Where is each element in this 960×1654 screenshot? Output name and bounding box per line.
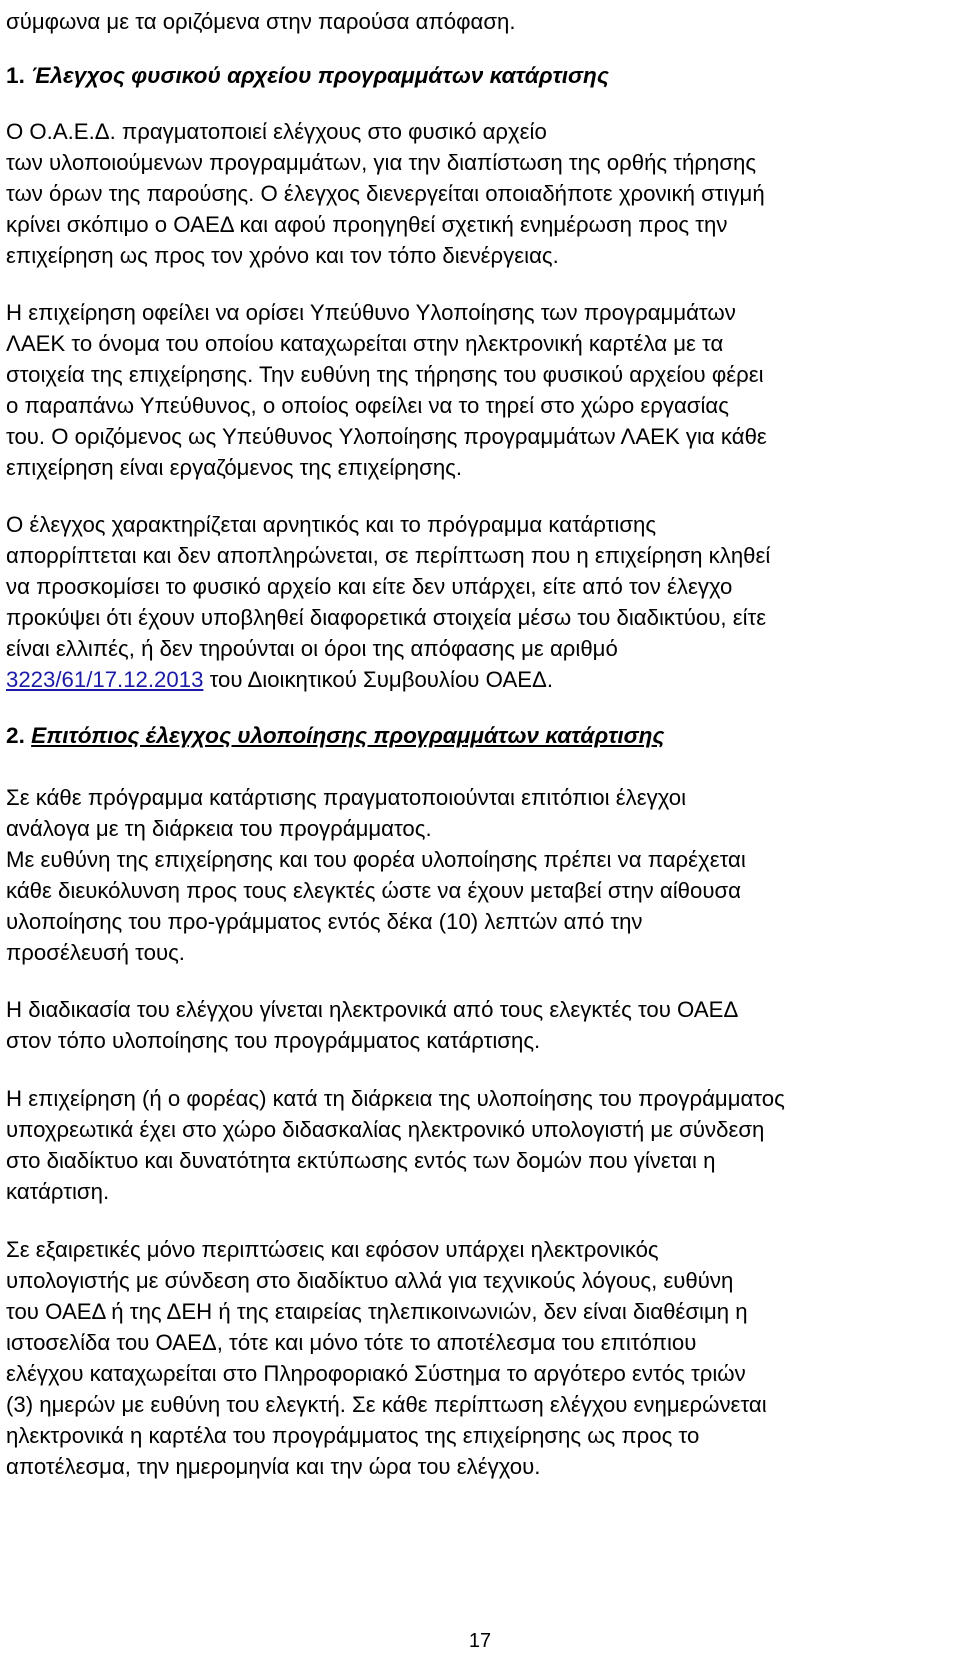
body-line: Ο έλεγχος χαρακτηρίζεται αρνητικός και το πρόγραμμα κατάρτισης — [6, 512, 657, 537]
heading-number: 1. — [6, 63, 32, 88]
body-line: των υλοποιούμενων προγραμμάτων, για την διαπίστωση της ορθής τήρησης — [6, 150, 757, 175]
body-line: Σε κάθε πρόγραμμα κατάρτισης πραγματοποιούνται επιτόπιοι έλεγχοι — [6, 785, 687, 810]
body-line: του. Ο οριζόμενος ως Υπεύθυνος Υλοποίησης προγραμμάτων ΛΑΕΚ για κάθε — [6, 424, 767, 449]
body-line: των όρων της παρούσης. Ο έλεγχος διενεργείται οποιαδήποτε χρονική στιγμή — [6, 181, 765, 206]
heading-title: Επιτόπιος έλεγχος υλοποίησης προγραμμάτων κατάρτισης — [31, 723, 665, 748]
body-line: Η επιχείρηση οφείλει να ορίσει Υπεύθυνο Υλοποίησης των προγραμμάτων — [6, 300, 736, 325]
body-line: Με ευθύνη της επιχείρησης και του φορέα υλοποίησης πρέπει να παρέχεται — [6, 847, 746, 872]
body-line: ηλεκτρονικά η καρτέλα του προγράμματος της επιχείρησης ως προς το — [6, 1423, 700, 1448]
body-line: Η επιχείρηση (ή ο φορέας) κατά τη διάρκεια της υλοποίησης του προγράμματος — [6, 1086, 785, 1111]
page-number: 17 — [468, 1630, 492, 1652]
reference-line — [6, 666, 553, 694]
body-line: Σε εξαιρετικές μόνο περιπτώσεις και εφόσον υπάρχει ηλεκτρονικός — [6, 1237, 659, 1262]
body-line: υλοποίησης του προ-γράμματος εντός δέκα (10) λεπτών από την — [6, 909, 643, 934]
body-line: Η διαδικασία του ελέγχου γίνεται ηλεκτρονικά από τους ελεγκτές του ΟΑΕΔ — [6, 997, 739, 1022]
body-line: προκύψει ότι έχουν υποβληθεί διαφορετικά στοιχεία μέσω του διαδικτύου, είτε — [6, 605, 767, 630]
body-line: κρίνει σκόπιμο ο ΟΑΕΔ και αφού προηγηθεί σχετική ενημέρωση προς την — [6, 212, 728, 237]
section-heading-1 — [6, 62, 609, 90]
body-line: ο παραπάνω Υπεύθυνος, ο οποίος οφείλει να το τηρεί στο χώρο εργασίας — [6, 393, 729, 418]
body-line: ΛΑΕΚ το όνομα του οποίου καταχωρείται στην ηλεκτρονική καρτέλα με τα — [6, 331, 724, 356]
reference-line-rest: του Διοικητικού Συμβουλίου ΟΑΕΔ. — [203, 667, 554, 692]
decision-reference-link[interactable]: 3223/61/17.12.2013 — [6, 667, 204, 692]
body-line: προσέλευσή τους. — [6, 940, 185, 965]
body-line: κατάρτιση. — [6, 1179, 110, 1204]
body-line: αποτέλεσμα, την ημερομηνία και την ώρα του ελέγχου. — [6, 1454, 541, 1479]
body-line: (3) ημερών με ευθύνη του ελεγκτή. Σε κάθε περίπτωση ελέγχου ενημερώνεται — [6, 1392, 767, 1417]
body-line: κάθε διευκόλυνση προς τους ελεγκτές ώστε να έχουν μεταβεί στην αίθουσα — [6, 878, 742, 903]
body-line: σύμφωνα με τα οριζόμενα στην παρούσα απόφαση. — [6, 9, 516, 34]
heading-number: 2. — [6, 723, 32, 748]
body-line: επιχείρηση είναι εργαζόμενος της επιχείρησης. — [6, 455, 463, 480]
body-line: Ο Ο.Α.Ε.Δ. πραγματοποιεί ελέγχους στο φυσικό αρχείο — [6, 119, 547, 144]
body-line: ελέγχου καταχωρείται στο Πληροφοριακό Σύστημα το αργότερο εντός τριών — [6, 1361, 746, 1386]
body-line: υπολογιστής με σύνδεση στο διαδίκτυο αλλά για τεχνικούς λόγους, ευθύνη — [6, 1268, 734, 1293]
body-line: ιστοσελίδα του ΟΑΕΔ, τότε και μόνο τότε το αποτέλεσμα του επιτόπιου — [6, 1330, 697, 1355]
body-line: στοιχεία της επιχείρησης. Την ευθύνη της τήρησης του φυσικού αρχείου φέρει — [6, 362, 764, 387]
section-heading-2 — [6, 722, 664, 750]
body-line: στο διαδίκτυο και δυνατότητα εκτύπωσης εντός των δομών που γίνεται η — [6, 1148, 716, 1173]
heading-title: Έλεγχος φυσικού αρχείου προγραμμάτων κατάρτισης — [31, 63, 609, 88]
body-line: να προσκομίσει το φυσικό αρχείο και είτε δεν υπάρχει, είτε από τον έλεγχο — [6, 574, 733, 599]
body-line: επιχείρηση ως προς τον χρόνο και τον τόπο διενέργειας. — [6, 243, 559, 268]
body-line: απορρίπτεται και δεν αποπληρώνεται, σε περίπτωση που η επιχείρηση κληθεί — [6, 543, 771, 568]
body-line: υποχρεωτικά έχει στο χώρο διδασκαλίας ηλεκτρονικό υπολογιστή με σύνδεση — [6, 1117, 765, 1142]
body-line: του ΟΑΕΔ ή της ΔΕΗ ή της εταιρείας τηλεπικοινωνιών, δεν είναι διαθέσιμη η — [6, 1299, 748, 1324]
body-line: ανάλογα με τη διάρκεια του προγράμματος. — [6, 816, 432, 841]
body-line: είναι ελλιπές, ή δεν τηρούνται οι όροι της απόφασης με αριθμό — [6, 636, 618, 661]
body-line: στον τόπο υλοποίησης του προγράμματος κατάρτισης. — [6, 1028, 541, 1053]
